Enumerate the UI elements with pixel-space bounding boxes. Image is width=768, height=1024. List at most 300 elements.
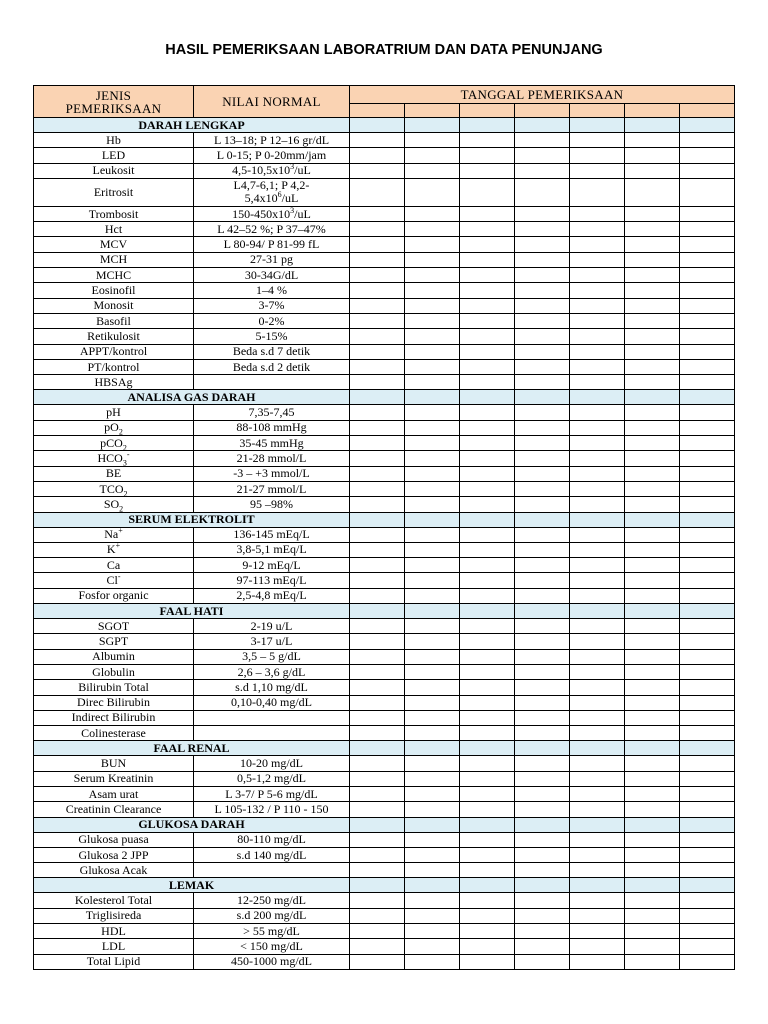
result-cell[interactable] xyxy=(625,283,680,298)
result-cell[interactable] xyxy=(515,680,570,695)
result-cell[interactable] xyxy=(570,954,625,969)
result-cell[interactable] xyxy=(460,573,515,588)
result-cell[interactable] xyxy=(515,649,570,664)
result-cell[interactable] xyxy=(680,420,735,435)
result-cell[interactable] xyxy=(625,133,680,148)
result-cell[interactable] xyxy=(405,908,460,923)
result-cell[interactable] xyxy=(625,847,680,862)
result-cell[interactable] xyxy=(350,405,405,420)
result-cell[interactable] xyxy=(680,695,735,710)
result-cell[interactable] xyxy=(460,710,515,725)
result-cell[interactable] xyxy=(460,436,515,451)
result-cell[interactable] xyxy=(460,329,515,344)
result-cell[interactable] xyxy=(625,148,680,163)
result-cell[interactable] xyxy=(350,527,405,542)
result-cell[interactable] xyxy=(680,710,735,725)
result-cell[interactable] xyxy=(460,847,515,862)
result-cell[interactable] xyxy=(625,939,680,954)
result-cell[interactable] xyxy=(625,542,680,557)
result-cell[interactable] xyxy=(515,148,570,163)
result-cell[interactable] xyxy=(570,863,625,878)
result-cell[interactable] xyxy=(405,756,460,771)
result-cell[interactable] xyxy=(515,695,570,710)
result-cell[interactable] xyxy=(460,863,515,878)
result-cell[interactable] xyxy=(405,344,460,359)
result-cell[interactable] xyxy=(405,619,460,634)
result-cell[interactable] xyxy=(405,268,460,283)
result-cell[interactable] xyxy=(515,329,570,344)
result-cell[interactable] xyxy=(570,405,625,420)
result-cell[interactable] xyxy=(680,664,735,679)
result-cell[interactable] xyxy=(570,542,625,557)
result-cell[interactable] xyxy=(680,863,735,878)
result-cell[interactable] xyxy=(625,832,680,847)
result-cell[interactable] xyxy=(350,802,405,817)
result-cell[interactable] xyxy=(460,163,515,178)
result-cell[interactable] xyxy=(680,268,735,283)
result-cell[interactable] xyxy=(570,695,625,710)
result-cell[interactable] xyxy=(625,344,680,359)
result-cell[interactable] xyxy=(680,802,735,817)
result-cell[interactable] xyxy=(350,573,405,588)
result-cell[interactable] xyxy=(460,588,515,603)
result-cell[interactable] xyxy=(570,756,625,771)
result-cell[interactable] xyxy=(350,832,405,847)
result-cell[interactable] xyxy=(680,649,735,664)
result-cell[interactable] xyxy=(460,893,515,908)
result-cell[interactable] xyxy=(350,726,405,741)
result-cell[interactable] xyxy=(515,939,570,954)
result-cell[interactable] xyxy=(405,573,460,588)
result-cell[interactable] xyxy=(350,148,405,163)
result-cell[interactable] xyxy=(350,268,405,283)
result-cell[interactable] xyxy=(460,283,515,298)
result-cell[interactable] xyxy=(350,954,405,969)
result-cell[interactable] xyxy=(680,313,735,328)
result-cell[interactable] xyxy=(350,436,405,451)
result-cell[interactable] xyxy=(460,695,515,710)
result-cell[interactable] xyxy=(350,939,405,954)
result-cell[interactable] xyxy=(570,252,625,267)
result-cell[interactable] xyxy=(350,466,405,481)
result-cell[interactable] xyxy=(460,133,515,148)
result-cell[interactable] xyxy=(625,893,680,908)
result-cell[interactable] xyxy=(625,466,680,481)
result-cell[interactable] xyxy=(625,405,680,420)
result-cell[interactable] xyxy=(515,222,570,237)
result-cell[interactable] xyxy=(515,466,570,481)
date-cell[interactable] xyxy=(570,104,625,118)
result-cell[interactable] xyxy=(405,847,460,862)
result-cell[interactable] xyxy=(680,405,735,420)
result-cell[interactable] xyxy=(625,558,680,573)
result-cell[interactable] xyxy=(680,497,735,512)
result-cell[interactable] xyxy=(570,237,625,252)
result-cell[interactable] xyxy=(625,252,680,267)
result-cell[interactable] xyxy=(515,298,570,313)
result-cell[interactable] xyxy=(680,588,735,603)
result-cell[interactable] xyxy=(405,298,460,313)
result-cell[interactable] xyxy=(625,649,680,664)
result-cell[interactable] xyxy=(680,908,735,923)
result-cell[interactable] xyxy=(405,133,460,148)
result-cell[interactable] xyxy=(350,649,405,664)
result-cell[interactable] xyxy=(625,726,680,741)
result-cell[interactable] xyxy=(460,481,515,496)
result-cell[interactable] xyxy=(570,908,625,923)
result-cell[interactable] xyxy=(515,268,570,283)
result-cell[interactable] xyxy=(570,710,625,725)
result-cell[interactable] xyxy=(350,481,405,496)
result-cell[interactable] xyxy=(460,298,515,313)
result-cell[interactable] xyxy=(570,206,625,221)
result-cell[interactable] xyxy=(405,283,460,298)
result-cell[interactable] xyxy=(515,359,570,374)
result-cell[interactable] xyxy=(625,695,680,710)
result-cell[interactable] xyxy=(350,163,405,178)
result-cell[interactable] xyxy=(570,222,625,237)
result-cell[interactable] xyxy=(515,908,570,923)
result-cell[interactable] xyxy=(515,710,570,725)
result-cell[interactable] xyxy=(405,405,460,420)
result-cell[interactable] xyxy=(570,847,625,862)
result-cell[interactable] xyxy=(680,939,735,954)
result-cell[interactable] xyxy=(625,588,680,603)
result-cell[interactable] xyxy=(570,313,625,328)
result-cell[interactable] xyxy=(570,329,625,344)
result-cell[interactable] xyxy=(680,359,735,374)
date-cell[interactable] xyxy=(680,104,735,118)
result-cell[interactable] xyxy=(680,573,735,588)
result-cell[interactable] xyxy=(680,436,735,451)
result-cell[interactable] xyxy=(405,206,460,221)
result-cell[interactable] xyxy=(350,542,405,557)
result-cell[interactable] xyxy=(515,451,570,466)
result-cell[interactable] xyxy=(515,313,570,328)
result-cell[interactable] xyxy=(460,420,515,435)
result-cell[interactable] xyxy=(570,497,625,512)
result-cell[interactable] xyxy=(460,939,515,954)
result-cell[interactable] xyxy=(625,298,680,313)
result-cell[interactable] xyxy=(680,344,735,359)
result-cell[interactable] xyxy=(515,924,570,939)
result-cell[interactable] xyxy=(570,133,625,148)
result-cell[interactable] xyxy=(570,163,625,178)
result-cell[interactable] xyxy=(460,726,515,741)
result-cell[interactable] xyxy=(460,527,515,542)
result-cell[interactable] xyxy=(460,619,515,634)
result-cell[interactable] xyxy=(680,558,735,573)
result-cell[interactable] xyxy=(625,680,680,695)
result-cell[interactable] xyxy=(460,451,515,466)
result-cell[interactable] xyxy=(625,222,680,237)
result-cell[interactable] xyxy=(350,908,405,923)
result-cell[interactable] xyxy=(405,375,460,390)
result-cell[interactable] xyxy=(405,726,460,741)
result-cell[interactable] xyxy=(405,420,460,435)
result-cell[interactable] xyxy=(350,298,405,313)
result-cell[interactable] xyxy=(515,802,570,817)
result-cell[interactable] xyxy=(515,756,570,771)
result-cell[interactable] xyxy=(625,206,680,221)
result-cell[interactable] xyxy=(680,847,735,862)
result-cell[interactable] xyxy=(570,283,625,298)
result-cell[interactable] xyxy=(625,375,680,390)
result-cell[interactable] xyxy=(460,252,515,267)
result-cell[interactable] xyxy=(405,527,460,542)
result-cell[interactable] xyxy=(405,863,460,878)
result-cell[interactable] xyxy=(680,329,735,344)
result-cell[interactable] xyxy=(405,481,460,496)
result-cell[interactable] xyxy=(405,558,460,573)
result-cell[interactable] xyxy=(350,619,405,634)
result-cell[interactable] xyxy=(570,558,625,573)
result-cell[interactable] xyxy=(405,802,460,817)
result-cell[interactable] xyxy=(570,268,625,283)
result-cell[interactable] xyxy=(405,680,460,695)
result-cell[interactable] xyxy=(625,786,680,801)
result-cell[interactable] xyxy=(460,558,515,573)
result-cell[interactable] xyxy=(460,206,515,221)
result-cell[interactable] xyxy=(570,924,625,939)
result-cell[interactable] xyxy=(570,481,625,496)
result-cell[interactable] xyxy=(625,329,680,344)
result-cell[interactable] xyxy=(460,542,515,557)
result-cell[interactable] xyxy=(460,634,515,649)
result-cell[interactable] xyxy=(680,924,735,939)
result-cell[interactable] xyxy=(515,133,570,148)
result-cell[interactable] xyxy=(515,786,570,801)
result-cell[interactable] xyxy=(515,163,570,178)
result-cell[interactable] xyxy=(680,634,735,649)
result-cell[interactable] xyxy=(570,649,625,664)
result-cell[interactable] xyxy=(405,924,460,939)
result-cell[interactable] xyxy=(350,178,405,206)
result-cell[interactable] xyxy=(405,786,460,801)
result-cell[interactable] xyxy=(350,283,405,298)
result-cell[interactable] xyxy=(460,344,515,359)
result-cell[interactable] xyxy=(570,893,625,908)
result-cell[interactable] xyxy=(460,680,515,695)
date-cell[interactable] xyxy=(405,104,460,118)
result-cell[interactable] xyxy=(350,222,405,237)
result-cell[interactable] xyxy=(405,588,460,603)
result-cell[interactable] xyxy=(350,588,405,603)
result-cell[interactable] xyxy=(515,178,570,206)
result-cell[interactable] xyxy=(625,497,680,512)
date-cell[interactable] xyxy=(625,104,680,118)
result-cell[interactable] xyxy=(350,680,405,695)
result-cell[interactable] xyxy=(350,133,405,148)
result-cell[interactable] xyxy=(460,924,515,939)
result-cell[interactable] xyxy=(680,786,735,801)
result-cell[interactable] xyxy=(570,451,625,466)
result-cell[interactable] xyxy=(460,786,515,801)
result-cell[interactable] xyxy=(405,359,460,374)
result-cell[interactable] xyxy=(460,148,515,163)
result-cell[interactable] xyxy=(680,619,735,634)
result-cell[interactable] xyxy=(570,375,625,390)
result-cell[interactable] xyxy=(680,832,735,847)
result-cell[interactable] xyxy=(570,178,625,206)
result-cell[interactable] xyxy=(515,726,570,741)
result-cell[interactable] xyxy=(625,237,680,252)
result-cell[interactable] xyxy=(625,163,680,178)
result-cell[interactable] xyxy=(680,726,735,741)
result-cell[interactable] xyxy=(460,359,515,374)
result-cell[interactable] xyxy=(680,680,735,695)
result-cell[interactable] xyxy=(515,863,570,878)
result-cell[interactable] xyxy=(460,771,515,786)
result-cell[interactable] xyxy=(625,420,680,435)
result-cell[interactable] xyxy=(515,771,570,786)
result-cell[interactable] xyxy=(350,786,405,801)
result-cell[interactable] xyxy=(570,802,625,817)
result-cell[interactable] xyxy=(625,771,680,786)
result-cell[interactable] xyxy=(680,148,735,163)
result-cell[interactable] xyxy=(405,148,460,163)
result-cell[interactable] xyxy=(625,268,680,283)
result-cell[interactable] xyxy=(350,558,405,573)
result-cell[interactable] xyxy=(405,252,460,267)
result-cell[interactable] xyxy=(405,178,460,206)
result-cell[interactable] xyxy=(350,252,405,267)
result-cell[interactable] xyxy=(680,451,735,466)
result-cell[interactable] xyxy=(515,664,570,679)
result-cell[interactable] xyxy=(570,573,625,588)
result-cell[interactable] xyxy=(680,163,735,178)
result-cell[interactable] xyxy=(350,847,405,862)
result-cell[interactable] xyxy=(460,268,515,283)
result-cell[interactable] xyxy=(515,893,570,908)
result-cell[interactable] xyxy=(350,497,405,512)
result-cell[interactable] xyxy=(405,832,460,847)
result-cell[interactable] xyxy=(460,405,515,420)
result-cell[interactable] xyxy=(680,133,735,148)
result-cell[interactable] xyxy=(680,252,735,267)
result-cell[interactable] xyxy=(460,237,515,252)
result-cell[interactable] xyxy=(570,436,625,451)
result-cell[interactable] xyxy=(460,178,515,206)
result-cell[interactable] xyxy=(515,542,570,557)
result-cell[interactable] xyxy=(350,237,405,252)
result-cell[interactable] xyxy=(460,954,515,969)
result-cell[interactable] xyxy=(680,893,735,908)
result-cell[interactable] xyxy=(570,588,625,603)
result-cell[interactable] xyxy=(405,222,460,237)
result-cell[interactable] xyxy=(460,756,515,771)
result-cell[interactable] xyxy=(570,664,625,679)
result-cell[interactable] xyxy=(625,313,680,328)
result-cell[interactable] xyxy=(460,832,515,847)
result-cell[interactable] xyxy=(680,178,735,206)
result-cell[interactable] xyxy=(405,451,460,466)
result-cell[interactable] xyxy=(350,756,405,771)
result-cell[interactable] xyxy=(350,664,405,679)
result-cell[interactable] xyxy=(570,680,625,695)
result-cell[interactable] xyxy=(515,954,570,969)
result-cell[interactable] xyxy=(625,756,680,771)
result-cell[interactable] xyxy=(350,695,405,710)
result-cell[interactable] xyxy=(625,481,680,496)
result-cell[interactable] xyxy=(570,832,625,847)
result-cell[interactable] xyxy=(460,375,515,390)
result-cell[interactable] xyxy=(515,283,570,298)
result-cell[interactable] xyxy=(350,313,405,328)
date-cell[interactable] xyxy=(350,104,405,118)
date-cell[interactable] xyxy=(460,104,515,118)
result-cell[interactable] xyxy=(625,710,680,725)
result-cell[interactable] xyxy=(405,436,460,451)
result-cell[interactable] xyxy=(350,924,405,939)
result-cell[interactable] xyxy=(515,436,570,451)
result-cell[interactable] xyxy=(625,573,680,588)
result-cell[interactable] xyxy=(405,710,460,725)
result-cell[interactable] xyxy=(350,344,405,359)
result-cell[interactable] xyxy=(460,802,515,817)
result-cell[interactable] xyxy=(350,634,405,649)
result-cell[interactable] xyxy=(570,527,625,542)
result-cell[interactable] xyxy=(625,954,680,969)
result-cell[interactable] xyxy=(405,771,460,786)
result-cell[interactable] xyxy=(570,771,625,786)
result-cell[interactable] xyxy=(625,664,680,679)
result-cell[interactable] xyxy=(350,206,405,221)
result-cell[interactable] xyxy=(460,649,515,664)
result-cell[interactable] xyxy=(680,954,735,969)
result-cell[interactable] xyxy=(405,497,460,512)
result-cell[interactable] xyxy=(625,451,680,466)
result-cell[interactable] xyxy=(405,893,460,908)
result-cell[interactable] xyxy=(515,619,570,634)
result-cell[interactable] xyxy=(350,893,405,908)
result-cell[interactable] xyxy=(515,527,570,542)
result-cell[interactable] xyxy=(515,558,570,573)
result-cell[interactable] xyxy=(515,847,570,862)
result-cell[interactable] xyxy=(570,619,625,634)
result-cell[interactable] xyxy=(625,436,680,451)
result-cell[interactable] xyxy=(405,237,460,252)
result-cell[interactable] xyxy=(460,222,515,237)
result-cell[interactable] xyxy=(405,649,460,664)
result-cell[interactable] xyxy=(515,344,570,359)
result-cell[interactable] xyxy=(350,329,405,344)
result-cell[interactable] xyxy=(350,710,405,725)
result-cell[interactable] xyxy=(680,375,735,390)
result-cell[interactable] xyxy=(405,466,460,481)
result-cell[interactable] xyxy=(515,405,570,420)
result-cell[interactable] xyxy=(570,466,625,481)
result-cell[interactable] xyxy=(515,588,570,603)
result-cell[interactable] xyxy=(680,771,735,786)
result-cell[interactable] xyxy=(680,206,735,221)
result-cell[interactable] xyxy=(460,908,515,923)
result-cell[interactable] xyxy=(625,619,680,634)
result-cell[interactable] xyxy=(680,298,735,313)
result-cell[interactable] xyxy=(570,148,625,163)
result-cell[interactable] xyxy=(515,237,570,252)
result-cell[interactable] xyxy=(625,527,680,542)
result-cell[interactable] xyxy=(680,283,735,298)
result-cell[interactable] xyxy=(625,924,680,939)
result-cell[interactable] xyxy=(515,375,570,390)
result-cell[interactable] xyxy=(570,359,625,374)
result-cell[interactable] xyxy=(625,634,680,649)
result-cell[interactable] xyxy=(350,863,405,878)
result-cell[interactable] xyxy=(405,163,460,178)
date-cell[interactable] xyxy=(515,104,570,118)
result-cell[interactable] xyxy=(680,756,735,771)
